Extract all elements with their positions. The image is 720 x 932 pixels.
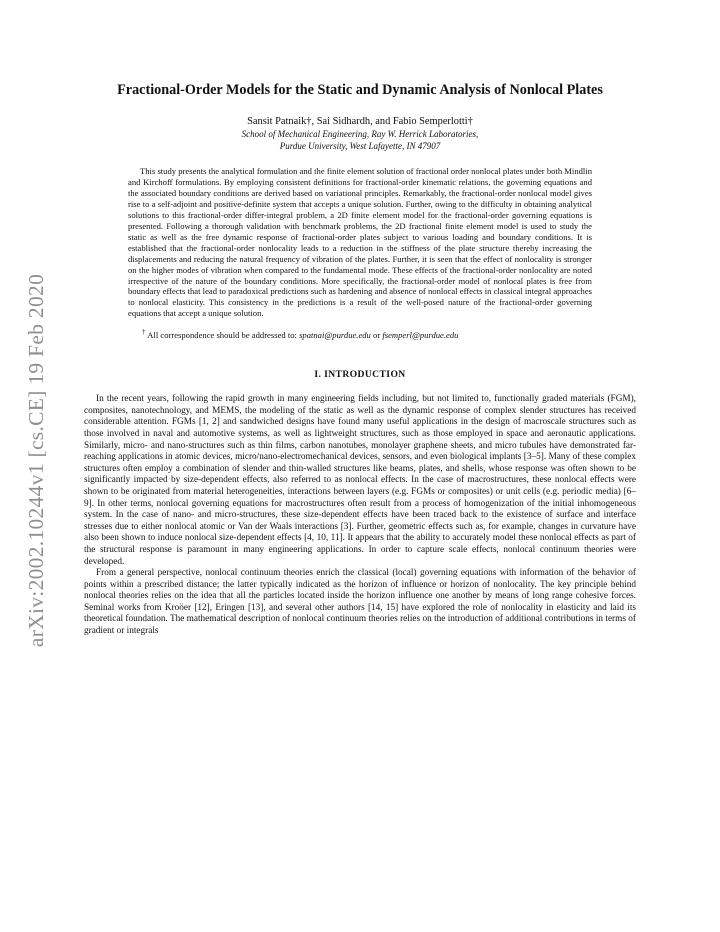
affiliation-line-2: Purdue University, West Lafayette, IN 47907 — [279, 141, 441, 151]
abstract: This study presents the analytical formulation and the finite element solution of fractional order nonlocal plates under both Mindlin and Kirchoff formulations. By employing consistent definitions for fractional-order kinematic relations, the governing equations and the associated boundary conditions are derived based on variational principles. Remarkably, the fractional-order nonlocal model gives rise to a self-adjoint and positive-definite system that accepts a unique solution. Further, owing to the difficulty in obtaining analytical solutions to this fractional-order differ-integral problem, a 2D finite element model for the fractional-order governing equations is presented. Following a thorough validation with benchmark problems, the 2D fractional finite element model is used to study the static as well as the free dynamic response of fractional-order plates subject to various loading and boundary conditions. It is established that the fractional-order nonlocality leads to a reduction in the stiffness of the plate structure thereby increasing the displacements and reducing the natural frequency of vibration of the plates. Further, it is seen that the effect of nonlocality is stronger on the higher modes of vibration when compared to the fundamental mode. These effects of the fractional-order nonlocality are noted irrespective of the nature of the boundary conditions. More specifically, the fractional-order model of nonlocal plates is free from boundary effects that lead to paradoxical predictions such as hardening and absence of nonlocal effects in classical integral approaches to nonlocal elasticity. This consistency in the predictions is a result of the well-posed nature of the fractional-order governing equations that accept a unique solution. — [128, 166, 592, 319]
dagger-mark: † — [142, 328, 146, 337]
email-semperlotti[interactable]: fsemperl@purdue.edu — [382, 330, 459, 341]
arxiv-stamp — [20, 250, 54, 670]
body-paragraph-1: In the recent years, following the rapid growth in many engineering fields including, but not limited to, functionally graded materials (FGM), composites, nanotechnology, and MEMS, the modeling of the static as well as the dynamic response of complex slender structures has received considerable attention. FGMs [1, 2] and sandwiched designs have found many useful applications in the design of macroscale structures such as those involved in naval and automotive systems, as well as lightweight structures, such as those employed in space and aeronautic applications. Similarly, micro- and nano-structures such as thin films, carbon nanotubes, monolayer graphene sheets, and micro tubules have demonstrated far-reaching applications in atomic devices, micro/nano-electromechanical devices, sensors, and even biological implants [3–5]. Many of these complex structures often employ a combination of slender and thin-walled structures like beams, plates, and shells, whose response was often shown to be significantly impacted by size-dependent effects, also referred to as nonlocal effects. In the case of macrostructures, these nonlocal effects were shown to be originated from material heterogeneities, interactions between layers (e.g. FGMs or composites) or unit cells (e.g. periodic media) [6–9]. In other terms, nonlocal governing equations for macrostructures often result from a process of homogenization of the initial inhomogeneous system. In the case of nano- and micro-structures, these size-dependent effects have been traced back to the existence of surface and interface stresses due to either nonlocal atomic or Van der Waals interactions [3]. Further, geometric effects such as, for example, changes in curvature have also been shown to induce nonlocal size-dependent effects [4, 10, 11]. It appears that the ability to accurately model these nonlocal effects as part of the structural response is paramount in many engineering applications. In order to capture scale effects, nonlocal continuum theories were developed. — [84, 394, 636, 567]
correspondence-or: or — [373, 330, 381, 341]
affiliation-line-1: School of Mechanical Engineering, Ray W. Herrick Laboratories, — [241, 129, 479, 139]
email-patnaik[interactable]: spatnai@purdue.edu — [299, 330, 371, 341]
arxiv-id: arXiv:2002.10244v1 [cs.CE] 19 Feb 2020 — [24, 273, 49, 647]
paper-page — [84, 82, 636, 638]
body-paragraph-2: From a general perspective, nonlocal continuum theories enrich the classical (local) governing equations with information of the behavior of points within a prescribed distance; the latter typically indicated as the horizon of influence or horizon of nonlocality. The key principle behind nonlocal theories relies on the idea that all the particles located inside the horizon influence one another by means of long range cohesive forces. Seminal works from Kroöer [12], Eringen [13], and several other authors [14, 15] have explored the role of nonlocality in elasticity and laid its theoretical foundation. The mathematical description of nonlocal continuum theories relies on the introduction of additional contributions in terms of gradient or integrals — [84, 568, 636, 637]
author-list: Sansit Patnaik†, Sai Sidhardh, and Fabio Semperlotti† — [247, 116, 473, 127]
section-heading-introduction: I. INTRODUCTION — [314, 369, 406, 381]
correspondence-text: All correspondence should be addressed to: — [147, 330, 297, 341]
introduction-body — [84, 394, 636, 637]
correspondence-note — [142, 327, 592, 341]
paper-title: Fractional-Order Models for the Static and Dynamic Analysis of Nonlocal Plates — [117, 82, 603, 98]
